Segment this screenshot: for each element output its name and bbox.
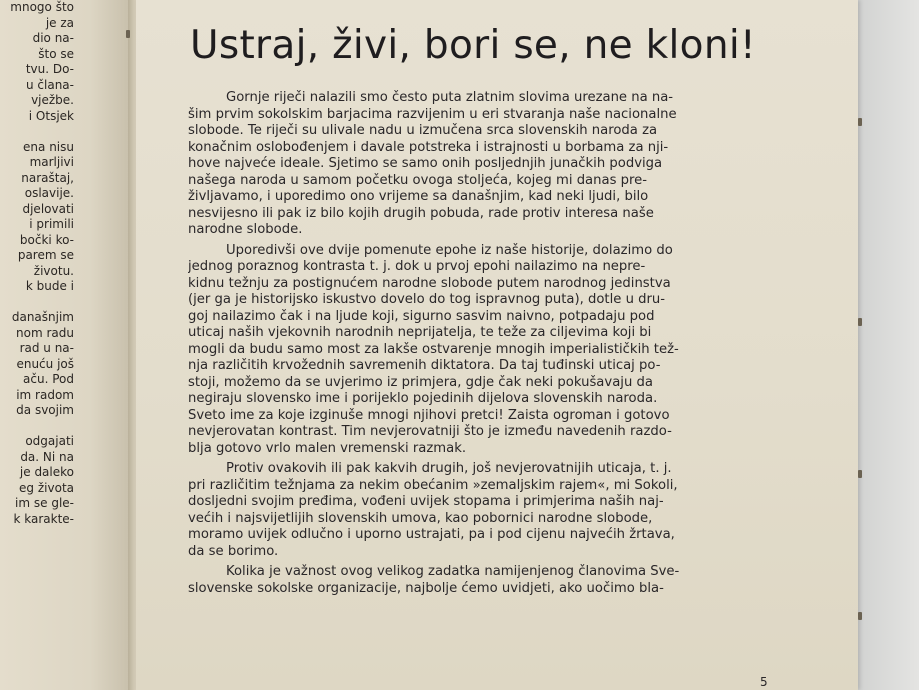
left-page-line: k karakte- <box>13 511 74 526</box>
left-page-line <box>0 295 74 311</box>
paragraph-line: nesvijesno ili pak iz bilo kojih drugih pobuda, rade protiv interesa naše <box>188 205 654 221</box>
left-page-line: parem se <box>17 248 74 262</box>
left-page-line: da svojim <box>16 403 74 417</box>
left-page-line: djelovati <box>22 201 74 216</box>
left-page-line: k bude i <box>25 279 74 293</box>
left-page-line: i Otsjek <box>28 108 74 123</box>
paragraph <box>188 90 780 239</box>
paragraph-line: slovenske sokolske organizacije, najbolje ćemo uvidjeti, ako uočimo bla- <box>188 580 664 596</box>
left-page-line: je daleko <box>19 465 74 479</box>
left-page-line: oslavije. <box>24 186 74 200</box>
paragraph <box>188 564 780 597</box>
left-page-line: i primili <box>29 217 74 231</box>
page-title: Ustraj, živi, bori se, ne kloni! <box>190 23 756 68</box>
left-page-line: da. Ni na <box>20 449 74 464</box>
paragraph-line: konačnim oslobođenjem i davale potstreka i istrajnosti u borbama za nji- <box>188 139 669 155</box>
left-page-column <box>0 0 74 527</box>
left-page-line <box>0 124 74 140</box>
paragraph <box>188 243 780 458</box>
paragraph-line: uticaj naših vjekovnih narodnih neprijatelja, te teže za ciljevima koji bi <box>188 325 652 340</box>
paragraph-line: moramo uvijek odlučno i uporno ustrajati, pa i pod cijenu najvećih žrtava, <box>188 527 675 542</box>
paragraph-line: slobode. Te riječi su ulivale nadu u izmučena srca slovenskih naroda za <box>188 123 658 138</box>
paragraph <box>188 461 780 560</box>
paragraph-line: jednog poraznog kontrasta t. j. dok u prvoj epohi nailazimo na nepre- <box>188 259 646 274</box>
paragraph-line: negiraju slovensko ime i porijeklo pojedinih dijelova slovenskih naroda. <box>188 391 658 406</box>
left-page-line: rad u na- <box>19 341 74 355</box>
paragraph-line: dosljedni svojim pređima, vođeni uvijek stopama i primjerima naših naj- <box>188 494 664 509</box>
article-body <box>188 90 780 601</box>
left-page-line: enuću još <box>16 356 74 371</box>
paragraph-line: nevjerovatan kontrast. Tim nevjerovatniji što je između navedenih razdo- <box>188 424 672 439</box>
left-page-line: im radom <box>16 387 74 402</box>
paragraph-line: kidnu težnju za postignućem narodne slobode putem narodnog jedinstva <box>188 275 671 291</box>
left-page-line: ena nisu <box>23 139 74 154</box>
paragraph-line: Protiv ovakovih ili pak kakvih drugih, još nevjerovatnijih uticaja, t. j. <box>226 461 672 476</box>
left-page-line: im se gle- <box>15 496 74 510</box>
left-page-line: vježbe. <box>31 93 74 107</box>
left-page-line: u člana- <box>26 77 74 92</box>
paragraph-line: življavamo, i uporedimo ono vrijeme sa današnjim, kad neki ljudi, bilo <box>188 189 649 204</box>
paragraph-line: hove najveće ideale. Sjetimo se samo onih posljednjih junačkih podviga <box>188 156 663 171</box>
paragraph-line: goj nailazimo čak i na ljude koji, sigurno sasvim naivno, potpadaju pod <box>188 308 655 324</box>
paragraph-line: da se borimo. <box>188 543 279 559</box>
paragraph-line: Sveto ime za koje izginuše mnogi njihovi pretci! Zaista ogroman i gotovo <box>188 407 670 423</box>
paragraph-line: mogli da budu samo most za lakše ostvarenje mnogih imperialističkih tež- <box>188 341 679 357</box>
left-page-line: je za <box>45 15 74 30</box>
page-edge-mark <box>858 470 862 478</box>
left-page-line: odgajati <box>25 434 74 448</box>
left-page <box>0 0 128 690</box>
left-page-line: nom radu <box>16 325 74 340</box>
paragraph-line: stoji, možemo da se uvjerimo iz primjera, gdje čak neki pokušavaju da <box>188 374 653 390</box>
paragraph-line: nja različitih krvožednih savremenih diktatora. Da taj tuđinski uticaj po- <box>188 358 661 373</box>
left-page-line: mnogo što <box>10 0 74 14</box>
left-page-line: aču. Pod <box>23 372 74 386</box>
page-edge-mark <box>858 118 862 126</box>
right-page <box>136 0 858 690</box>
left-page-line: životu. <box>33 263 74 278</box>
paragraph-line: većih i najsvijetlijih slovenskih umova, kao pobornici narodne slobode, <box>188 510 653 526</box>
left-page-line <box>0 419 74 435</box>
left-page-line: današnjim <box>11 310 74 324</box>
paragraph-line: našega naroda u samom početku ovoga stoljeća, kojeg mi danas pre- <box>188 172 648 188</box>
background-right <box>849 0 919 690</box>
paragraph-line: blja gotovo vrlo malen vremenski razmak. <box>188 440 467 456</box>
page-number: 5 <box>760 675 768 689</box>
paragraph-line: pri različitim težnjama za nekim obećanim »zemaljskim rajem«, mi Sokoli, <box>188 477 678 493</box>
left-page-line: marljivi <box>29 155 74 169</box>
page-edge-mark <box>858 318 862 326</box>
page-edge-mark <box>126 30 130 38</box>
left-page-line: naraštaj, <box>21 170 74 185</box>
left-page-line: bočki ko- <box>19 232 74 247</box>
paragraph-line: (jer ga je historijsko iskustvo dovelo do tog ispravnog puta), dotle u dru- <box>188 292 666 307</box>
paragraph-line: šim prvim sokolskim barjacima razvijenim u eri stvaranja naše nacionalne <box>188 106 677 122</box>
left-page-line: eg života <box>19 480 74 495</box>
page-edge-mark <box>858 612 862 620</box>
left-page-line: dio na- <box>32 31 74 45</box>
paragraph-line: Kolika je važnost ovog velikog zadatka namijenjenog članovima Sve- <box>226 564 680 579</box>
left-page-line: tvu. Do- <box>25 62 74 76</box>
left-page-line: što se <box>38 46 74 61</box>
paragraph-line: Gornje riječi nalazili smo često puta zlatnim slovima urezane na na- <box>226 90 674 105</box>
paragraph-line: narodne slobode. <box>188 222 303 237</box>
paragraph-line: Uporedivši ove dvije pomenute epohe iz naše historije, dolazimo do <box>226 242 673 258</box>
